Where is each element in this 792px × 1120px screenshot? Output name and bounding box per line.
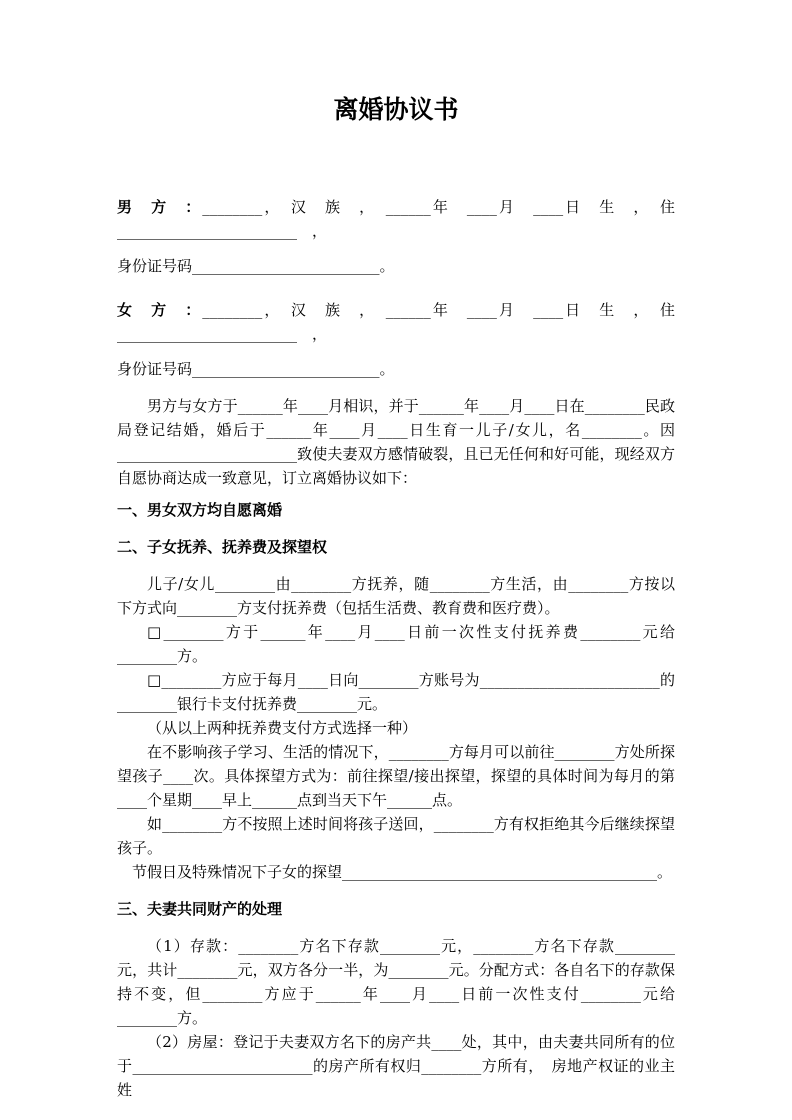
holiday-visitation-line: 节假日及特殊情况下子女的探望__________________________________________。	[132, 863, 673, 881]
party-male-id-line: 身份证号码_________________________。	[117, 257, 395, 275]
document-title: 离婚协议书	[333, 95, 459, 124]
party-female-label: 女 方 ：	[117, 301, 203, 319]
section-1-heading: 一、男女双方均自愿离婚	[117, 501, 283, 519]
visitation-paragraph: 在不影响孩子学习、生活的情况下，________方每月可以前往________方处所探望孩子____次。具体探望方式为：前往探望/接出探望，探望的具体时间为每月的第____个星期____早上______点到当天下午______点。	[117, 743, 675, 809]
return-rule-paragraph: 如________方不按照上述时间将孩子送回，________方有权拒绝其今后继续探望孩子。	[117, 815, 675, 857]
support-option-note: （从以上两种抚养费支付方式选择一种）	[147, 719, 418, 737]
intro-paragraph: 男方与女方于______年____月相识，并于______年____月____日在________民政局登记结婚，婚后于______年____月____日生育一儿子/女儿，名________。因________________________致使夫妻双方感情破裂，且已无任何和好可能，现经双方自愿协商达成一致意见，订立离婚协议如下：	[117, 397, 675, 487]
support-option-lump-sum-text: ________方于______年____月____日前一次性支付抚养费________元给________方。	[117, 623, 675, 665]
support-option-lump-sum	[117, 620, 675, 668]
checkbox-icon: □	[147, 671, 162, 689]
section-3-heading: 三、夫妻共同财产的处理	[117, 900, 283, 918]
party-female-address-blank: ________________________ ，	[117, 325, 328, 343]
party-male-info: ________， 汉 族 ， ______年 ____月 ____日 生 ， 住	[202, 198, 675, 216]
party-male-address-blank: ________________________ ，	[117, 222, 328, 240]
custody-paragraph: 儿子/女儿________由________方抚养，随________方生活，由________方按以下方式向________方支付抚养费（包括生活费、教育费和医疗费）。	[117, 575, 675, 617]
party-female-info: ________， 汉 族 ， ______年 ____月 ____日 生 ， 住	[202, 301, 675, 319]
party-female-line	[117, 298, 675, 322]
deposits-paragraph: （1）存款：________方名下存款________元，________方名下存款________元，共计________元，双方各分一半，为________元。分配方式：各自名下的存款保持不变，但________方应于______年____月____日前一次性支付________元给________方。	[117, 937, 675, 1027]
party-male-line	[117, 195, 675, 219]
house-paragraph: （2）房屋：登记于夫妻双方名下的房产共____处，其中，由夫妻共同所有的位于________________________的房产所有权归________方所有， 房地产权证的业主姓	[117, 1033, 675, 1099]
party-male-label: 男 方 ：	[117, 198, 203, 216]
section-2-heading: 二、子女抚养、抚养费及探望权	[117, 538, 328, 556]
support-option-monthly	[117, 668, 675, 716]
support-option-monthly-text: ________方应于每月____日向________方账号为________________________的________银行卡支付抚养费________元。	[117, 671, 675, 713]
checkbox-icon: □	[147, 623, 164, 641]
party-female-id-line: 身份证号码_________________________。	[117, 360, 395, 378]
